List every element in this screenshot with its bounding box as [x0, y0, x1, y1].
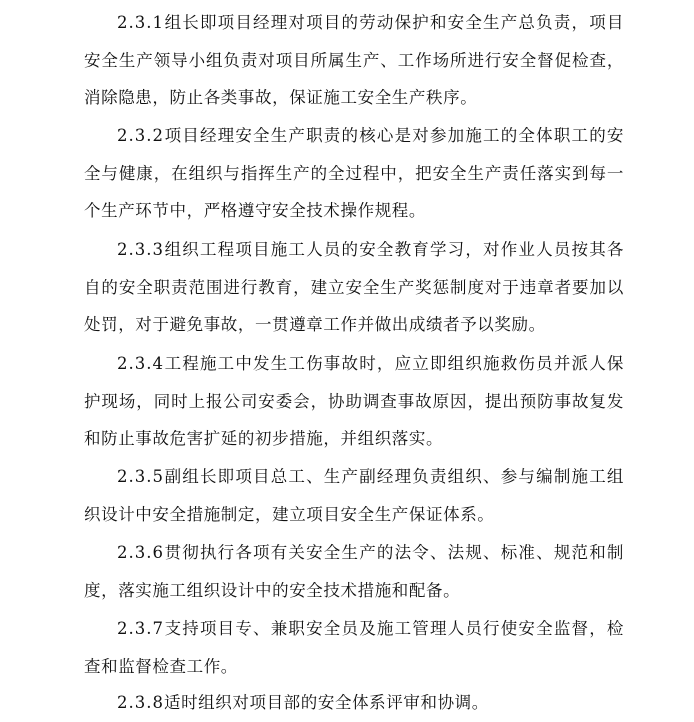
clause-text: 贯彻执行各项有关安全生产的法令、法规、标准、规范和制度，落实施工组织设计中的安全技术措施和配备。: [84, 543, 624, 600]
clause-text: 副组长即项目总工、生产副经理负责组织、参与编制施工组织设计中安全措施制定，建立项目安全生产保证体系。: [84, 467, 624, 524]
clause-number: 2.3.6: [117, 543, 164, 562]
paragraph-2-3-7: [84, 610, 624, 685]
clause-number: 2.3.5: [117, 467, 164, 486]
clause-number: 2.3.3: [117, 240, 164, 259]
clause-number: 2.3.1: [117, 13, 164, 32]
clause-text: 项目经理安全生产职责的核心是对参加施工的全体职工的安全与健康，在组织与指挥生产的全过程中，把安全生产责任落实到每一个生产环节中，严格遵守安全技术操作规程。: [84, 126, 624, 220]
clause-number: 2.3.8: [117, 693, 164, 712]
paragraph-2-3-3: [84, 231, 624, 344]
paragraph-2-3-1: [84, 4, 624, 117]
clause-text: 支持项目专、兼职安全员及施工管理人员行使安全监督，检查和监督检查工作。: [84, 619, 624, 676]
clause-text: 组织工程项目施工人员的安全教育学习，对作业人员按其各自的安全职责范围进行教育，建立安全生产奖惩制度对于违章者要加以处罚，对于避免事故，一贯遵章工作并做出成绩者予以奖励。: [84, 240, 624, 334]
clause-text: 工程施工中发生工伤事故时，应立即组织施救伤员并派人保护现场，同时上报公司安委会，协助调查事故原因，提出预防事故复发和防止事故危害扩延的初步措施，并组织落实。: [84, 354, 624, 448]
clause-number: 2.3.4: [117, 354, 164, 373]
clause-number: 2.3.7: [117, 619, 164, 638]
paragraph-2-3-6: [84, 534, 624, 609]
paragraph-2-3-2: [84, 117, 624, 230]
clause-text: 适时组织对项目部的安全体系评审和协调。: [163, 693, 489, 712]
clause-number: 2.3.2: [117, 126, 164, 145]
paragraph-2-3-8: [84, 684, 624, 722]
clause-text: 组长即项目经理对项目的劳动保护和安全生产总负责，项目安全生产领导小组负责对项目所属生产、工作场所进行安全督促检查，消除隐患，防止各类事故，保证施工安全生产秩序。: [84, 13, 624, 107]
paragraph-2-3-5: [84, 458, 624, 533]
paragraph-2-3-4: [84, 345, 624, 458]
